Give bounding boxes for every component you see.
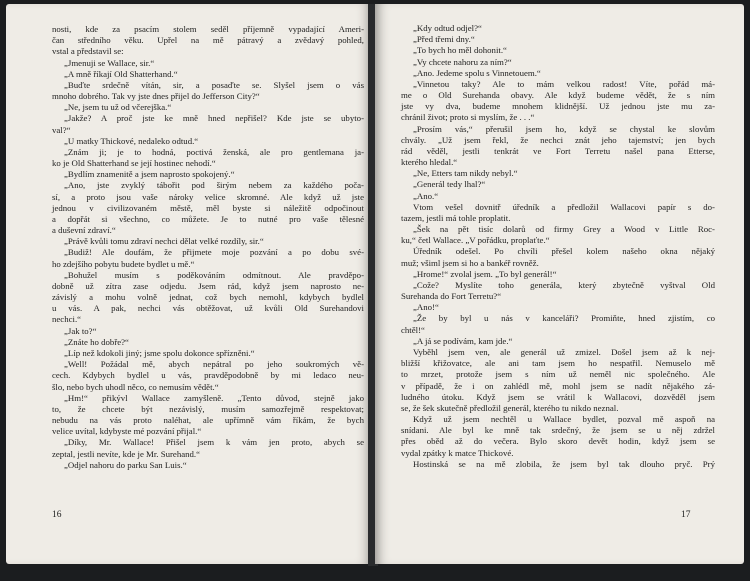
text-line: bližší křižovatce, ale ani tam jsem ho nespatřil. Nemuselo mě (401, 358, 715, 369)
text-line: to, že chcete být nezávislý, musím samozřejmě respektovat; (52, 403, 364, 414)
left-page-text (52, 24, 364, 471)
text-line: „To bych ho měl dohonit.“ (413, 45, 507, 56)
text-line: a duševní zdraví.“ (52, 225, 116, 236)
text-line: chvály. „Už jsem řekl, že nechci znát jeho tajemství; jen bych (401, 134, 715, 145)
text-line: „Šek na pět tisíc dolarů od firmy Grey a Wood v Little Roc- (413, 224, 715, 235)
text-line: dobně už zítra zase odjedu. Jsem rád, když jsem naprosto ne- (52, 280, 364, 291)
text-line: „Právě kvůli tomu zdraví nechci dělat velké rozdíly, sir.“ (64, 236, 264, 247)
text-line: Hostinská se na mě zlobila, že jsem byl tak dlouho pryč. Prý (413, 458, 715, 469)
text-line: „Znám ji; je to hodná, poctivá ženská, ale pro gentlemana ja- (64, 146, 364, 157)
text-line: v případě, že i on zahlédl mě, mohl jsem se nadít nějakého zá- (401, 380, 715, 391)
text-line: kterého hledal.“ (401, 157, 458, 168)
text-line: mnoho dobrého. Tak vy jste dnes přijel do Jefferson City?“ (52, 91, 260, 102)
left-page (6, 4, 371, 564)
text-line: čan středního věku. Upřel na mě pátravý a zvědavý pohled, (52, 35, 364, 46)
text-line: Vyběhl jsem ven, ale generál už zmizel. Došel jsem až k nej- (413, 346, 715, 357)
text-line: „Buďte srdečně vítán, sir, a posaďte se. Slyšel jsem o vás (64, 79, 364, 90)
text-line: „Před třemi dny.“ (413, 34, 475, 45)
text-line: „Budiž! Ale doufám, že přijmete moje pozvání a po dobu své- (64, 247, 364, 258)
text-line: to mrzet, protože jsem s ním už neměl nic společného. Ale (401, 369, 715, 380)
text-line: jste vy dva, budeme mnohem klidnější. Už jednou jste mu za- (401, 101, 715, 112)
text-line: „Prosím vás,“ přerušil jsem ho, když se chystal ke slovům (413, 123, 715, 134)
text-line: „Ano, jste zvyklý tábořit pod širým nebem za každého poča- (64, 180, 364, 191)
text-line: vstal a představil se: (52, 46, 124, 57)
text-line: se, že šek skutečně předložil generál, kterého tu nikdo neznal. (401, 402, 619, 413)
text-line: Surehanda do Fort Terretu?“ (401, 291, 502, 302)
text-line: „A já se podívám, kam jde.“ (413, 335, 513, 346)
text-line: „Díky, Mr. Wallace! Přišel jsem k vám jen proto, abych se (64, 437, 364, 448)
text-line: chtěl!“ (401, 324, 425, 335)
text-line: „Generál tedy lhal?“ (413, 179, 486, 190)
right-page-number: 17 (681, 510, 691, 520)
text-line: „Jak to?“ (64, 325, 97, 336)
book-spread (6, 4, 744, 570)
text-line: „Bydlím znamenitě a jsem naprosto spokojený.“ (64, 169, 235, 180)
text-line: ku,“ četl Wallace. „V pořádku, proplaťte.“ (401, 235, 550, 246)
text-line: sí, a proto jsou vaše nároky velice skromné. Ale když už jste (52, 191, 364, 202)
text-line: ko je Old Shatterhand se její hostinec nehodí.“ (52, 158, 216, 169)
text-line: „Znáte ho dobře?“ (64, 336, 129, 347)
text-line: „Ano. Jedeme spolu s Vinnetouem.“ (413, 67, 541, 78)
text-line: zeptal, jestli nevíte, kde je Mr. Surehand.“ (52, 448, 201, 459)
text-line: „U matky Thickové, nedaleko odtud.“ (64, 135, 199, 146)
text-line: ho zdejšího pobytu budete bydlet u mě.“ (52, 258, 195, 269)
text-line: nosti, kde za psacím stolem seděl příjemně vypadající Ameri- (52, 24, 364, 34)
text-line: „Vinnetou taky? Ale to mám velkou radost! Víte, pořád má- (413, 78, 715, 89)
text-line: vydal zpátky k matce Thickové. (401, 447, 514, 458)
left-page-number: 16 (52, 510, 62, 520)
text-line: „Ano!“ (413, 302, 439, 313)
text-line: jednou v civilizovaném městě, měl byste si náležitě odpočinout (52, 202, 364, 213)
text-line: „Že by byl u nás v kanceláři? Promiňte, hned zjistím, co (413, 313, 715, 324)
text-line: val?“ (52, 124, 71, 135)
text-line: „Jakže? A proč jste ke mně hned nepřišel? Kde jste se ubyto- (64, 113, 364, 124)
text-line: „Bohužel musím s poděkováním odmítnout. Ale pravděpo- (64, 269, 364, 280)
text-line: velice uvítal, kdybyste mé pozvání přijal.“ (52, 426, 202, 437)
text-line: ludného útoku. Když jsem se vrátil k Wallacovi, dozvěděl jsem (401, 391, 715, 402)
text-line: „Líp než kdokoli jiný; jsme spolu dokonce spřízněni.“ (64, 347, 255, 358)
right-page-text (401, 23, 715, 470)
text-line: přes oběd až do večera. Bylo skoro devět hodin, když jsem se (401, 436, 715, 447)
text-line: „Hrome!“ zvolal jsem. „To byl generál!“ (413, 268, 557, 279)
text-line: „Ano.“ (413, 190, 439, 201)
text-line: „Vy chcete nahoru za ním?“ (413, 56, 512, 67)
text-line: nebudu na vás proto naléhat, ale upřímně vám říkám, že bych (52, 415, 364, 426)
text-line: šlo, nebo bych uhodl něco, co nemusím vědět.“ (52, 381, 219, 392)
text-line: „Odjel nahoru do parku San Luis.“ (64, 459, 187, 470)
text-line: me o Old Surehanda obavy. Ale když budeme vědět, že s ním (401, 90, 715, 101)
text-line: závislý a mohu volně jednat, což bych nemohl, kdybych bydlel (52, 292, 364, 303)
text-line: „Kdy odtud odjel?“ (413, 23, 482, 33)
text-line: „A mně říkají Old Shatterhand.“ (64, 68, 178, 79)
right-page (375, 4, 744, 564)
text-line: rád věděl, jestli tenkrát ve Fort Terretu našel pana Etterse, (401, 145, 715, 156)
text-line: „Cože? Myslíte toho generála, který zbytečně vyštval Old (413, 279, 715, 290)
text-line: nechci.“ (52, 314, 82, 325)
text-line: „Jmenuji se Wallace, sir.“ (64, 57, 155, 68)
text-line: u vás. A pak, nechci vás obtěžovat, už kvůli Old Surehandovi (52, 303, 364, 314)
text-line: „Well! Požádal mě, abych nepátral po jeho soukromých vě- (64, 359, 364, 370)
text-line: Vtom vešel dovnitř úředník a předložil Wallacovi papír s do- (413, 201, 715, 212)
text-line: Když už jsem nechtěl u Wallace bydlet, pozval mě aspoň na (413, 414, 715, 425)
text-line: tazem, jestli má tohle proplatit. (401, 212, 511, 223)
text-line: „Hm!“ přikývl Wallace zamyšleně. „Tento důvod, stejně jako (64, 392, 364, 403)
text-line: muž; všiml jsem si ho a bankéř rovněž. (401, 257, 539, 268)
text-line: snídani. Ale byl ke mně tak srdečný, že jsem se u něj zdržel (401, 425, 715, 436)
text-line: a dopřát si všechno, co můžete. Je to nutné pro vaše tělesné (52, 213, 364, 224)
text-line: cech. Kdybych bydlel u vás, pravděpodobně by mi ledaco neu- (52, 370, 364, 381)
text-line: „Ne, Etters tam nikdy nebyl.“ (413, 168, 518, 179)
text-line: chránil život; proto si myslím, že . . .“ (401, 112, 535, 123)
text-line: Úředník odešel. Po chvíli přešel kolem našeho okna nějaký (413, 246, 715, 257)
text-line: „Ne, jsem tu už od včerejška.“ (64, 102, 172, 113)
